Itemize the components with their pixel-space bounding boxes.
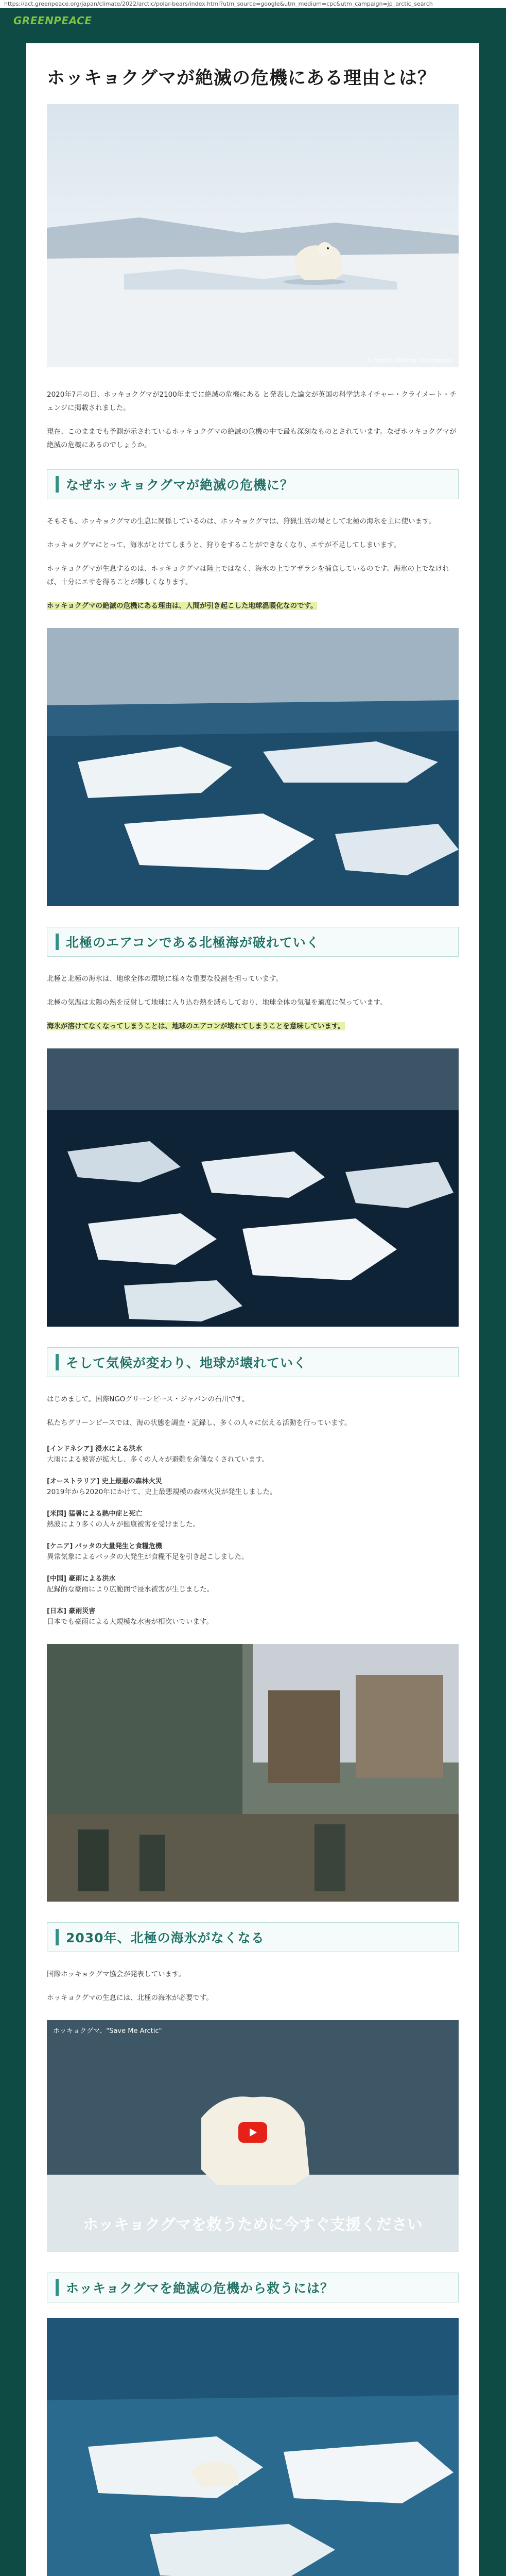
section-title: ホッキョクグマを絶滅の危機から救うには？ <box>66 2281 334 2296</box>
section-heading-arctic-aircon <box>47 927 459 957</box>
disaster-list <box>47 1443 459 1629</box>
disaster-text-6: 日本でも豪雨による大規模な水害が相次いでいます。 <box>47 1618 213 1626</box>
section1-paragraph-1: そもそも、ホッキョクグマの生息に関係しているのは、ホッキョクグマは、狩猟生活の場として北極の海氷を主に使います。 <box>47 517 435 526</box>
section-bar <box>56 476 59 493</box>
browser-url-bar[interactable]: https://act.greenpeace.org/japan/climate/2022/arctic/polar-bears/index.html?utm_source=google&utm_medium=cpc&utm_campaign=jp_arctic_search <box>0 0 506 8</box>
section1-paragraph-2: ホッキョクグマにとって、海氷がとけてしまうと、狩りをすることができなくなり、エサが不足してしまいます。 <box>47 541 400 549</box>
disaster-text-4: 異常気象によるバッタの大発生が食糧不足を引き起こしました。 <box>47 1553 249 1561</box>
section2-paragraph-1: 北極と北極の海氷は、地球全体の環境に様々な重要な役割を担っています。 <box>47 975 283 983</box>
section1-paragraph-3: ホッキョクグマが生息するのは、ホッキョクグマは陸上ではなく、海氷の上でアザラシを捕食しているのです。海氷の上でなければ、十分にエサを得ることが難しくなります。 <box>47 565 449 586</box>
hero-image-polar-bear <box>47 104 459 367</box>
play-icon[interactable] <box>238 2122 267 2143</box>
youtube-video-player[interactable] <box>47 2020 459 2252</box>
section3-paragraph-1: はじめまして。国際NGOグリーンピース・ジャパンの石川です。 <box>47 1395 249 1403</box>
section-title: 2030年、北極の海氷がなくなる <box>66 1930 265 1945</box>
section-heading-why-endangered <box>47 469 459 499</box>
section-bar <box>56 934 59 950</box>
section-heading-save-bears <box>47 2273 459 2302</box>
section-title: 北極のエアコンである北極海が破れていく <box>66 935 320 950</box>
section-bar <box>56 2279 59 2296</box>
hero-credit: © Bernice Chirinos / Greenpeace <box>367 358 452 363</box>
sea-ice-image-1 <box>47 628 459 906</box>
disaster-title-4: [ケニア] バッタの大量発生と食糧危機 <box>47 1543 162 1550</box>
greenpeace-logo[interactable]: GREENPEACE <box>13 14 92 27</box>
intro-paragraph-2: 現在、このままでも予測が示されているホッキョクグマの絶滅の危機の中で最も深刻なものとされています。なぜホッキョクグマが絶滅の危機にあるのでしょうか。 <box>47 428 457 449</box>
disaster-title-3: [米国] 猛暑による熱中症と死亡 <box>47 1510 143 1518</box>
disaster-title-6: [日本] 豪雨災害 <box>47 1607 96 1615</box>
section1-highlight: ホッキョクグマの絶滅の危機にある理由は、人間が引き起こした地球温暖化なのです。 <box>47 602 318 610</box>
disaster-title-1: [インドネシア] 浸水による洪水 <box>47 1445 143 1453</box>
disaster-title-2: [オーストラリア] 史上最悪の森林火災 <box>47 1478 162 1485</box>
disaster-text-3: 熱波により多くの人々が健康被害を受けました。 <box>47 1520 200 1529</box>
section-bar <box>56 1929 59 1945</box>
section4-paragraph-2: ホッキョクグマの生息には、北極の海氷が必要です。 <box>47 1994 213 2002</box>
section-heading-climate-change <box>47 1347 459 1377</box>
section-bar <box>56 1354 59 1370</box>
video-top-label: ホッキョクグマ、"Save Me Arctic" <box>53 2027 162 2035</box>
disaster-image <box>47 1644 459 1902</box>
disaster-title-5: [中国] 豪雨による洪水 <box>47 1575 116 1583</box>
disaster-text-5: 記録的な豪雨により広範囲で浸水被害が生じました。 <box>47 1585 214 1594</box>
section2-paragraph-2: 北極の気温は太陽の熱を反射して地球に入り込む熱を減らしており、地球全体の気温を適度に保っています。 <box>47 998 387 1007</box>
article-page <box>26 43 479 2576</box>
disaster-text-1: 大雨による被害が拡大し、多くの人々が避難を余儀なくされています。 <box>47 1455 269 1464</box>
section-heading-2030 <box>47 1922 459 1952</box>
site-header <box>0 8 506 33</box>
section4-paragraph-1: 国際ホッキョクグマ協会が発表しています。 <box>47 1970 185 1978</box>
intro-paragraph-1: 2020年7月の日、ホッキョクグマが2100年までに絶滅の危機にある と発表した論文が英国の科学誌ネイチャー・クライメート・チェンジに掲載されました。 <box>47 391 457 412</box>
video-overlay-title: ホッキョクグマを救うために今すぐ支援ください <box>83 2216 423 2234</box>
article-title: ホッキョクグマが絶滅の危機にある理由とは？ <box>47 68 437 89</box>
section2-highlight: 海氷が溶けてなくなってしまうことは、地球のエアコンが壊れてしまうことを意味しています。 <box>47 1022 345 1030</box>
section3-paragraph-2: 私たちグリーンピースでは、海の状態を調査・記録し、多くの人々に伝える活動を行っています。 <box>47 1419 352 1427</box>
sea-ice-image-2 <box>47 1048 459 1327</box>
section-title: なぜホッキョクグマが絶滅の危機に？ <box>66 478 294 493</box>
polar-bear-image-2 <box>47 2318 459 2576</box>
disaster-text-2: 2019年から2020年にかけて、史上最悪規模の森林火災が発生しました。 <box>47 1488 277 1496</box>
section-title: そして気候が変わり、地球が壊れていく <box>66 1355 307 1370</box>
